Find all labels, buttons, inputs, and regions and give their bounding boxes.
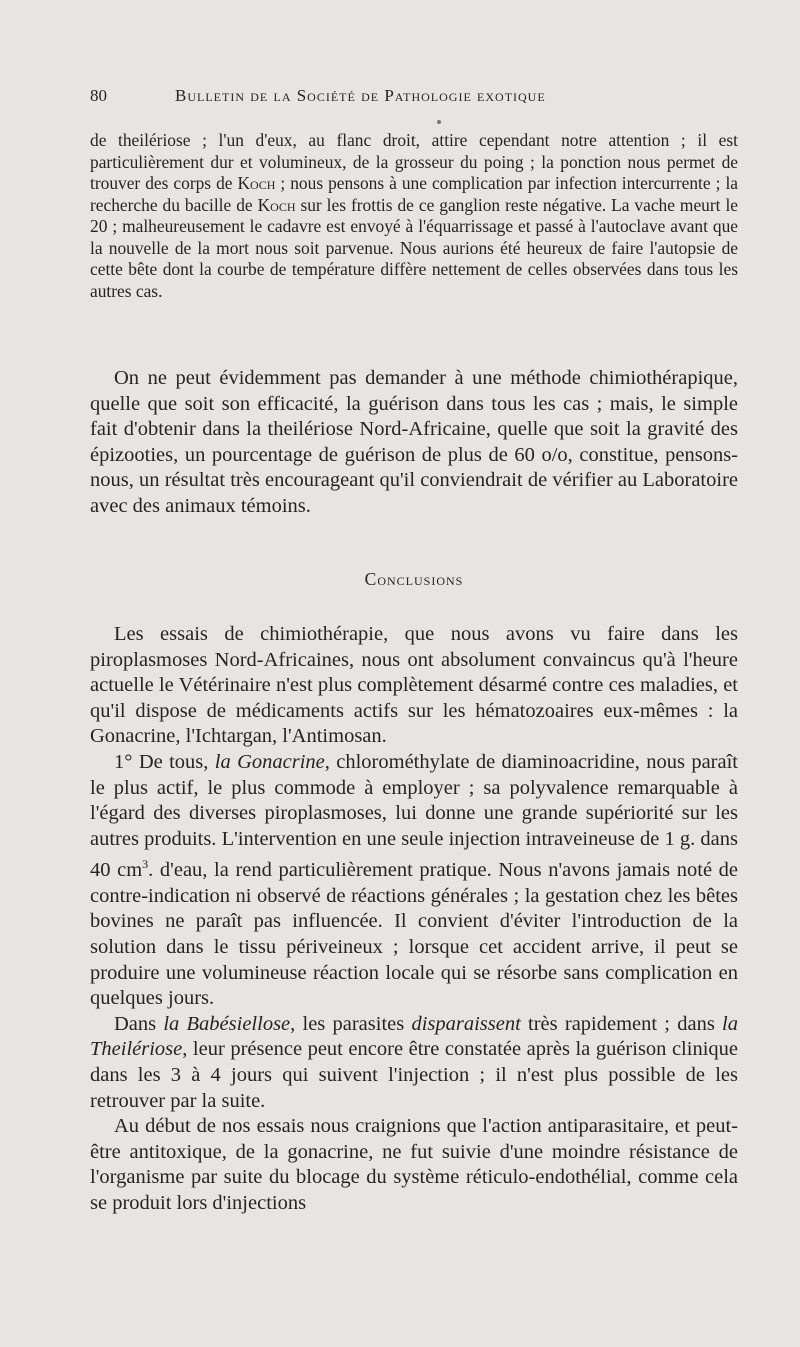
running-title: Bulletin de la Société de Pathologie exotique bbox=[175, 86, 546, 105]
ink-speck bbox=[437, 120, 441, 124]
paragraph-4: 1° De tous, la Gonacrine, chlorométhylate de diaminoacridine, nous paraît le plus actif, le plus commode à employer ; sa polyvalence remarquable à l'égard des diverses piroplasmoses, lui donne une grande supériorité sur les autres produits. L'intervention en une seule injection intraveineuse de 1 g. dans 40 $cm^3$. d'eau, la rend particulièrement pratique. Nous n'avons jamais noté de contre-indication ni observé de réactions générales ; la gestation chez les bêtes bovines ne paraît pas influencée. Il convient d'éviter l'introduction de la solution dans le tissu périveineux ; lorsque cet accident arrive, il peut se produire une volumineuse réaction locale qui se résorbe sans complication en quelques jours. bbox=[90, 750, 739, 1010]
paragraph-efficacy bbox=[90, 366, 738, 520]
paragraph-case-report bbox=[90, 130, 738, 302]
page-header bbox=[90, 86, 740, 114]
paragraph-3: Les essais de chimiothérapie, que nous avons vu faire dans les piroplasmoses Nord-Africaines, nous ont absolument convaincus qu'à l'heure actuelle le Vétérinaire n'est plus complètement désarmé contre ces maladies, et qu'il dispose de médicaments actifs sur les hématozoaires eux-mêmes : la Gonacrine, l'Ichtargan, l'Antimosan. bbox=[90, 623, 738, 748]
page-number: 80 bbox=[90, 86, 107, 105]
paragraph-5: Dans la Babésiellose, les parasites disparaissent très rapidement ; dans la Theilériose, leur présence peut encore être constatée après la guérison clinique dans les 3 à 4 jours qui suivent l'injection ; il n'est plus possible de les retrouver par la suite. bbox=[90, 1012, 738, 1112]
conclusions-body bbox=[90, 622, 738, 1216]
paragraph-1: de theilériose ; l'un d'eux, au flanc droit, attire cependant notre attention ; il est particulièrement dur et volumineux, de la grosseur du poing ; la ponction nous permet de trouver des corps de Koch ; nous pensons à une complication par infection intercurrente ; la recherche du bacille de Koch sur les frottis de ce ganglion reste négative. La vache meurt le 20 ; malheureusement le cadavre est envoyé à l'équarrissage et passé à l'autoclave avant que la nouvelle de la mort nous soit parvenue. Nous aurions été heureux de faire l'autopsie de cette bête dont la courbe de température diffère nettement de celles observées dans tous les autres cas. bbox=[90, 130, 738, 301]
author-name-koch: Koch bbox=[237, 173, 276, 193]
author-name-koch: Koch bbox=[257, 194, 296, 215]
paragraph-2: On ne peut évidemment pas demander à une méthode chimiothérapique, quelle que soit son efficacité, la guérison dans tous les cas ; mais, le simple fait d'obtenir dans la theilériose Nord-Africaine, quelle que soit la gravité des épizooties, un pourcentage de guérison de plus de 60 o/o, constitue, pensons-nous, un résultat très encourageant qu'il conviendrait de vérifier au Laboratoire avec des animaux témoins. bbox=[90, 367, 738, 517]
section-heading-conclusions: Conclusions bbox=[364, 569, 464, 589]
paragraph-6: Au début de nos essais nous craignions que l'action antiparasitaire, et peut-être antitoxique, de la gonacrine, ne fut suivie d'une moindre résistance de l'organisme par suite du blocage du système réticulo-endothélial, comme cela se produit lors d'injections bbox=[90, 1115, 738, 1214]
